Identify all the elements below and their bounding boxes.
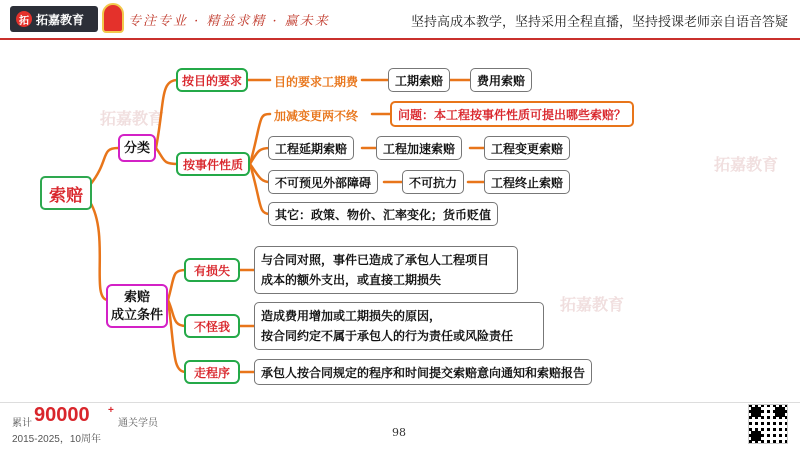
logo-text: 拓嘉教育 — [36, 12, 85, 27]
event-mnemonic: 加减变更两不终 — [274, 109, 359, 123]
connector-root-conditions — [90, 202, 108, 300]
blame-line1: 造成费用增加或工期损失的原因， — [261, 309, 442, 323]
connector-root-classification — [90, 148, 118, 185]
watermark: 拓嘉教育 — [560, 297, 625, 314]
conditions-label-line2: 成立条件 — [110, 307, 163, 322]
node-classification: 分类 — [118, 134, 156, 162]
header-tagline: 坚持高成本教学，坚持采用全程直播，坚持授课老师亲自语音答疑 — [410, 14, 788, 29]
slogan-text: 专注专业 · 精益求精 · 赢未来 — [128, 14, 330, 29]
footer-years: 2015-2025，10周年 — [12, 434, 101, 445]
text-has-loss — [254, 246, 518, 294]
logo-mark-icon: 拓 — [16, 11, 32, 27]
text-follow-procedure: 承包人按合同规定的程序和时间提交索赔意向通知和索赔报告 — [254, 359, 592, 385]
node-has-loss: 有损失 — [184, 258, 240, 282]
page-number: 98 — [392, 426, 406, 439]
leaf-termination-claim: 工程终止索赔 — [484, 170, 570, 194]
leaf-schedule-claim: 工期索赔 — [388, 68, 450, 92]
leaf-other-causes: 其它：政策、物价、汇率变化；货币贬值 — [268, 202, 498, 226]
leaf-acceleration-claim: 工程加速索赔 — [376, 136, 462, 160]
leaf-extension-claim: 工程延期索赔 — [268, 136, 354, 160]
footer-passed: 通关学员 — [118, 418, 158, 429]
purpose-mnemonic: 目的要求工期费 — [274, 75, 359, 89]
leaf-cost-claim: 费用索赔 — [470, 68, 532, 92]
node-by-event: 按事件性质 — [176, 152, 250, 176]
node-follow-procedure: 走程序 — [184, 360, 240, 384]
root-node-claim: 索赔 — [40, 176, 92, 210]
footer-plus: + — [108, 405, 114, 416]
connector-event-plain — [250, 114, 270, 164]
leaf-variation-claim: 工程变更索赔 — [484, 136, 570, 160]
footer-divider — [0, 402, 800, 403]
conditions-label-line1: 索赔 — [123, 289, 150, 304]
loss-line1: 与合同对照，事件已造成了承包人工程项目 — [261, 253, 490, 267]
leaf-unforeseen-obstacle: 不可预见外部障碍 — [268, 170, 378, 194]
footer-label: 累计 — [12, 418, 32, 429]
watermark: 拓嘉教育 — [714, 157, 779, 174]
text-not-my-fault — [254, 302, 544, 350]
connector-event-other — [250, 164, 270, 214]
footer-count: 90000 — [34, 404, 90, 426]
loss-line2: 成本的额外支出，或直接工期损失 — [261, 273, 442, 287]
watermark: 拓嘉教育 — [100, 111, 165, 128]
blame-line2: 按合同约定不属于承包人的行为责任或风险责任 — [261, 329, 514, 343]
question-box: 问题：本工程按事件性质可提出哪些索赔？ — [390, 101, 634, 127]
leaf-force-majeure: 不可抗力 — [402, 170, 464, 194]
connector-classification-event — [156, 148, 178, 164]
node-by-purpose: 按目的要求 — [176, 68, 248, 92]
node-claim-conditions — [106, 284, 168, 328]
connector-classification-purpose — [156, 80, 178, 148]
node-not-my-fault: 不怪我 — [184, 314, 240, 338]
qr-code-icon — [748, 404, 788, 444]
